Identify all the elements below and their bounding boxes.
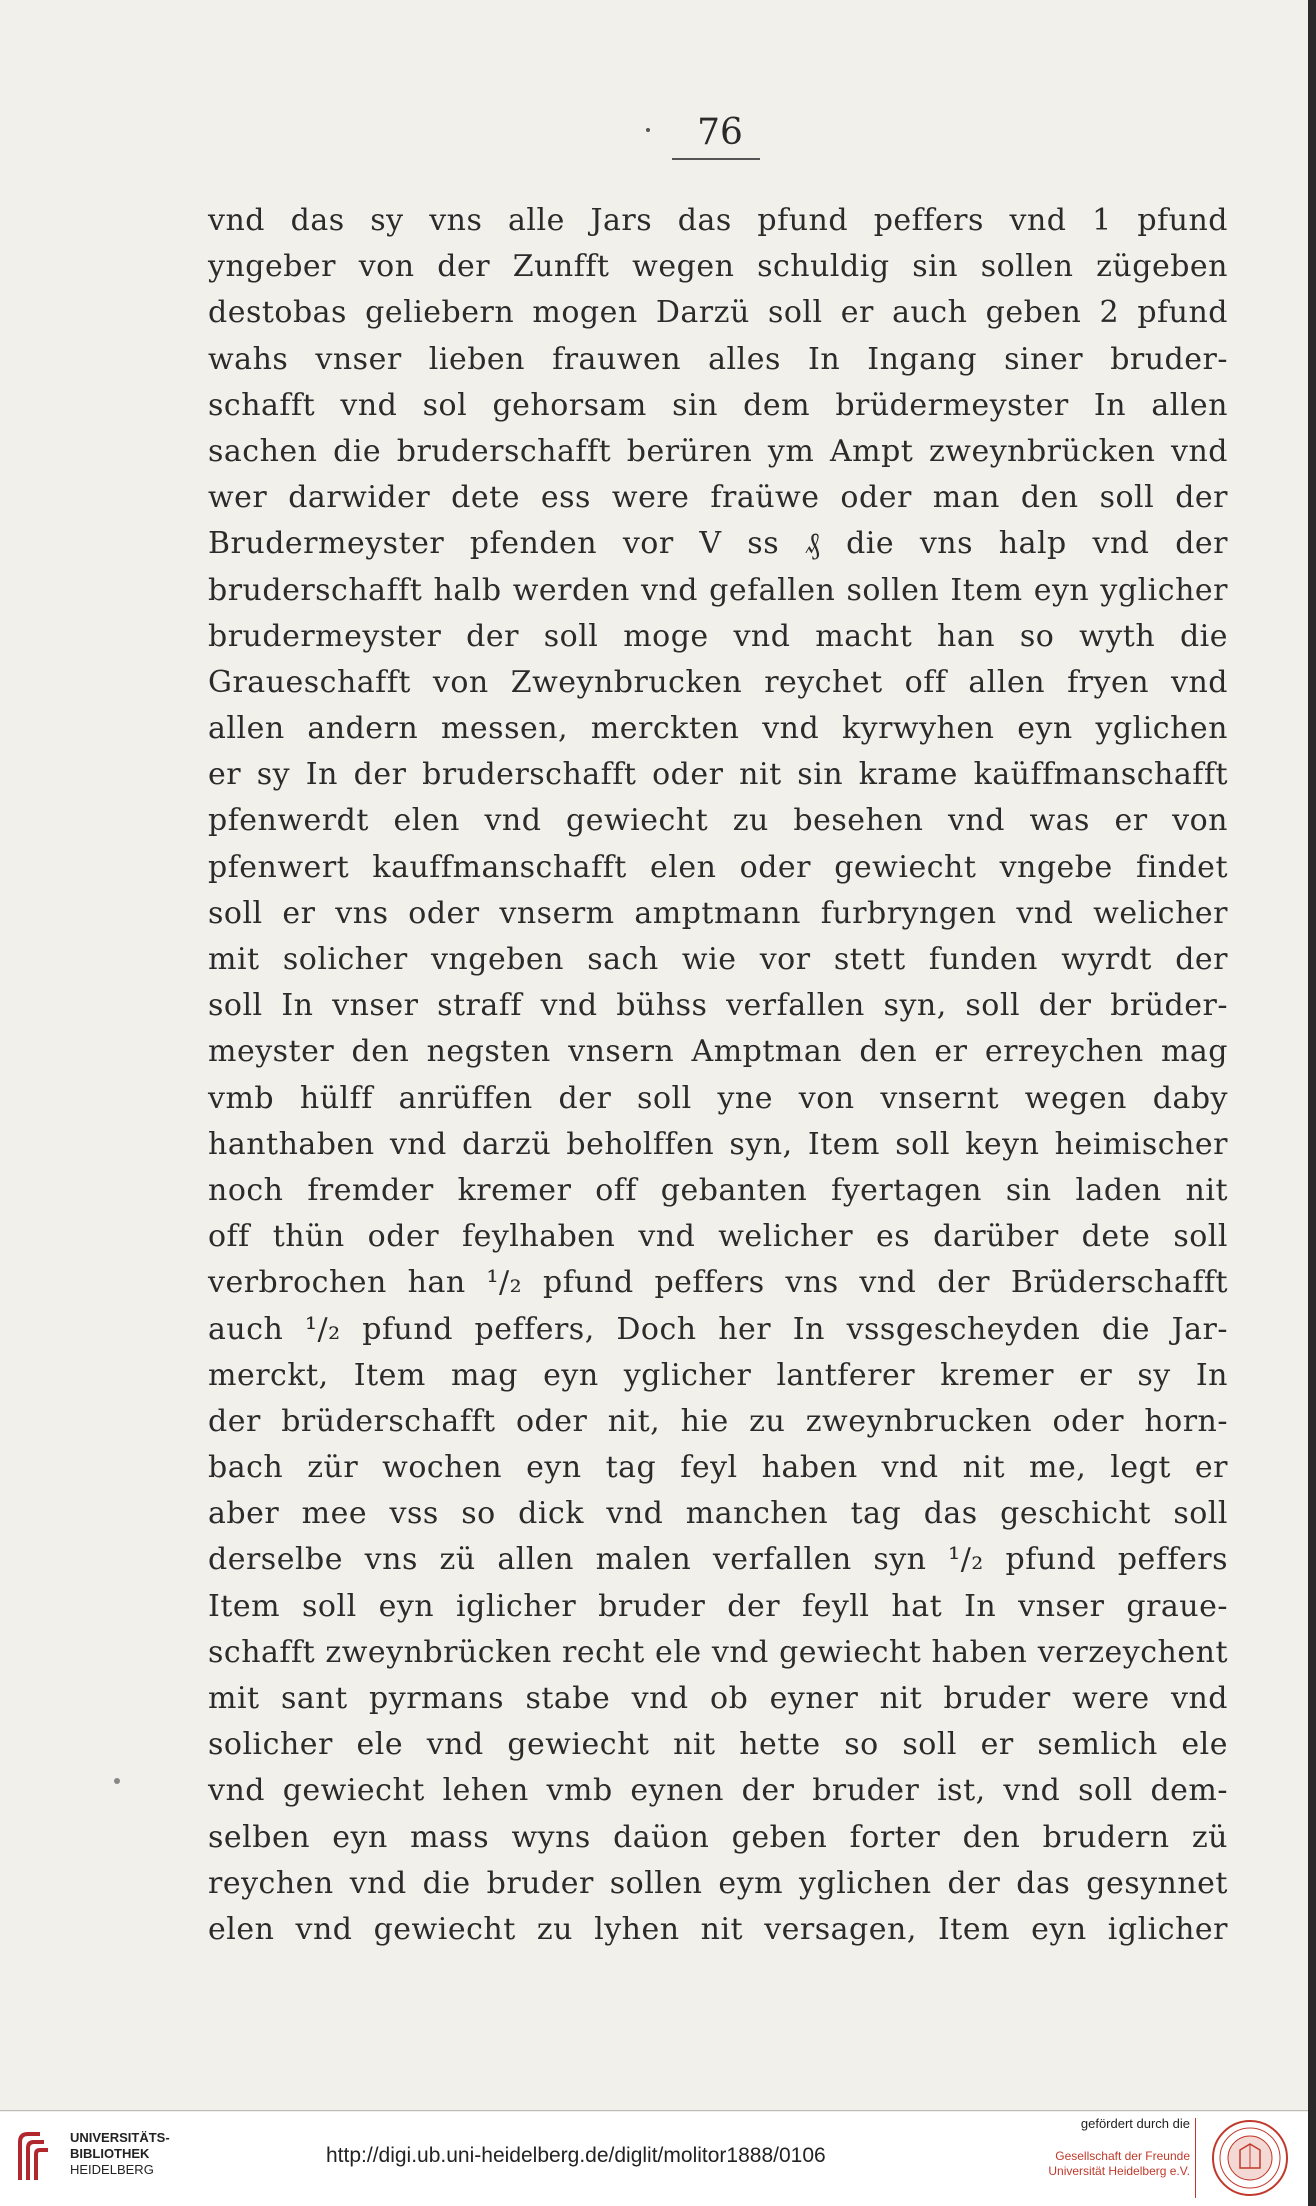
text-line: vmb hülff anrüffen der soll yne von vnsernt wegen daby — [208, 1080, 1228, 1116]
sponsor-line-1: Gesellschaft der Freunde — [1055, 2149, 1190, 2163]
text-line: der brüderschafft oder nit, hie zu zweynbrucken oder horn- — [208, 1403, 1228, 1439]
text-line: noch fremder kremer off gebanten fyertagen sin laden nit — [208, 1172, 1228, 1208]
text-line: er sy In der bruderschafft oder nit sin krame kaüffmanschafft — [208, 757, 1228, 793]
page-number: 76 — [697, 112, 743, 153]
text-line: selben eyn mass wyns daüon geben forter den brudern zü — [208, 1819, 1228, 1855]
university-seal-icon — [1210, 2118, 1290, 2198]
library-line-2: BIBLIOTHEK — [70, 2146, 150, 2161]
text-line: soll er vns oder vnserm amptmann furbryngen vnd welicher — [208, 895, 1228, 931]
text-line: wahs vnser lieben frauwen alles In Ingang siner bruder- — [208, 341, 1228, 377]
text-line: verbrochen han ¹/₂ pfund peffers vns vnd der Brüderschafft — [208, 1265, 1228, 1301]
text-line: sachen die bruderschafft berüren ym Ampt zweynbrücken vnd — [208, 433, 1228, 469]
library-name — [70, 2130, 170, 2178]
text-line: yngeber von der Zunfft wegen schuldig sin sollen zügeben — [208, 249, 1228, 285]
sponsor-divider — [1195, 2118, 1196, 2198]
text-line: vnd gewiecht lehen vmb eynen der bruder ist, vnd soll dem- — [208, 1773, 1228, 1809]
text-line: elen vnd gewiecht zu lyhen nit versagen, Item eyn iglicher — [208, 1911, 1228, 1947]
library-line-3: HEIDELBERG — [70, 2162, 154, 2177]
text-line: auch ¹/₂ pfund peffers, Doch her In vssgescheyden die Jar- — [208, 1311, 1228, 1347]
text-line: schafft zweynbrücken recht ele vnd gewiecht haben verzeychent — [208, 1634, 1228, 1670]
text-line: vnd das sy vns alle Jars das pfund peffers vnd 1 pfund — [208, 203, 1228, 238]
funded-by-label: gefördert durch die — [1080, 2116, 1190, 2131]
text-line: Item soll eyn iglicher bruder der feyll hat In vnser graue- — [208, 1588, 1228, 1624]
margin-mark — [114, 1778, 120, 1784]
text-line: Graueschafft von Zweynbrucken reychet off allen fryen vnd — [208, 664, 1228, 700]
text-line: wer darwider dete ess were fraüwe oder man den soll der — [208, 480, 1228, 516]
text-line: allen andern messen, merckten vnd kyrwyhen eyn yglichen — [208, 711, 1228, 747]
text-line: bruderschafft halb werden vnd gefallen sollen Item eyn yglicher — [208, 572, 1228, 608]
text-line: merckt, Item mag eyn yglicher lantferer kremer er sy In — [208, 1357, 1228, 1393]
permalink-url[interactable]: http://digi.ub.uni-heidelberg.de/diglit/molitor1888/0106 — [326, 2144, 826, 2167]
sponsor-block — [1010, 2116, 1190, 2179]
page-number-rule — [672, 158, 760, 160]
body-text — [208, 198, 1228, 1953]
text-line: mit solicher vngeben sach wie vor stett funden wyrdt der — [208, 942, 1228, 977]
text-line: bach zür wochen eyn tag feyl haben vnd nit me, legt er — [208, 1450, 1228, 1486]
text-line: solicher ele vnd gewiecht nit hette so soll er semlich ele — [208, 1727, 1228, 1763]
footer-divider — [0, 2110, 1308, 2111]
text-line: pfenwerdt elen vnd gewiecht zu besehen vnd was er von — [208, 803, 1228, 839]
text-line: off thün oder feylhaben vnd welicher es darüber dete soll — [208, 1219, 1228, 1255]
ub-heidelberg-logo-icon — [14, 2128, 62, 2184]
text-line: soll In vnser straff vnd bühss verfallen syn, soll der brüder- — [208, 988, 1228, 1024]
text-line: Brudermeyster pfenden vor V ss ₰ die vns halp vnd der — [208, 526, 1228, 562]
text-line: mit sant pyrmans stabe vnd ob eyner nit bruder were vnd — [208, 1681, 1228, 1716]
library-line-1: UNIVERSITÄTS- — [70, 2130, 170, 2145]
text-line: reychen vnd die bruder sollen eym yglichen der das gesynnet — [208, 1865, 1228, 1901]
text-line: derselbe vns zü allen malen verfallen syn ¹/₂ pfund peffers — [208, 1542, 1228, 1578]
text-line: schafft vnd sol gehorsam sin dem brüdermeyster In allen — [208, 387, 1228, 423]
text-line: destobas geliebern mogen Darzü soll er auch geben 2 pfund — [208, 295, 1228, 331]
text-line: hanthaben vnd darzü beholffen syn, Item soll keyn heimischer — [208, 1126, 1228, 1162]
text-line: brudermeyster der soll moge vnd macht han so wyth die — [208, 618, 1228, 654]
text-line: meyster den negsten vnsern Amptman den er erreychen mag — [208, 1034, 1228, 1070]
text-line: pfenwert kauffmanschafft elen oder gewiecht vngebe findet — [208, 849, 1228, 885]
sponsor-line-2: Universität Heidelberg e.V. — [1048, 2164, 1190, 2178]
text-line: aber mee vss so dick vnd manchen tag das geschicht soll — [208, 1496, 1228, 1532]
